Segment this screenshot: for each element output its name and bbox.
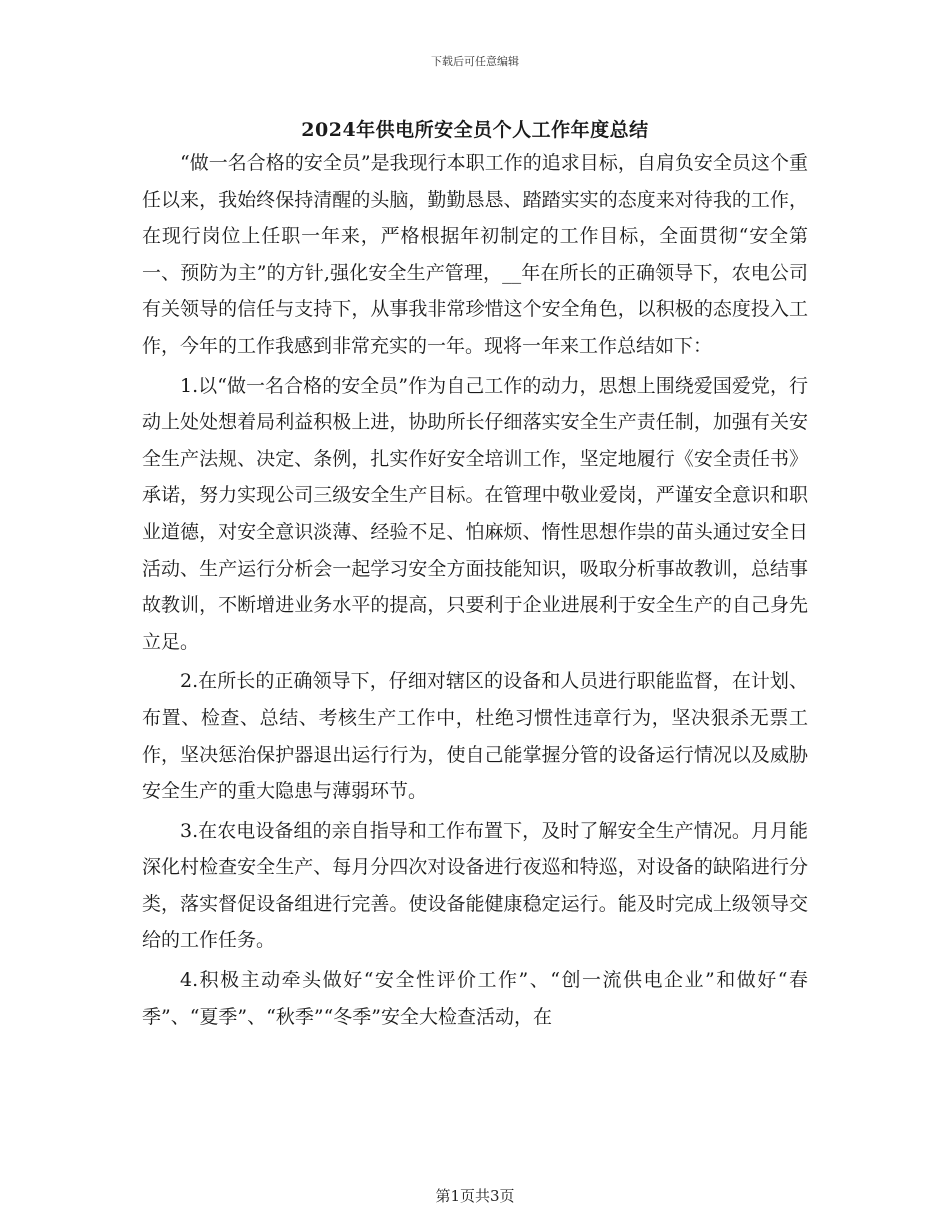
document-title: 2024年供电所安全员个人工作年度总结 bbox=[301, 119, 649, 141]
paragraph-item-2: 2.在所长的正确领导下，仔细对辖区的设备和人员进行职能监督，在计划、布置、检查、总结、考核生产工作中，杜绝习惯性违章行为，坚决狠杀无票工作，坚决惩治保护器退出运行行为，使自己能掌握分管的设备运行情况以及威胁安全生产的重大隐患与薄弱环节。 bbox=[142, 670, 808, 803]
header-note: 下载后可任意编辑 bbox=[431, 55, 519, 68]
paragraph-item-3: 3.在农电设备组的亲自指导和工作布置下，及时了解安全生产情况。月月能深化村检查安全生产、每月分四次对设备进行夜巡和特巡，对设备的缺陷进行分类，落实督促设备组进行完善。使设备能健康稳定运行。能及时完成上级领导交给的工作任务。 bbox=[142, 819, 808, 952]
paragraph-item-4: 4.积极主动牵头做好“安全性评价工作”、“创一流供电企业”和做好“春季”、“夏季”、“秋季”“冬季”安全大检查活动，在 bbox=[142, 969, 808, 1028]
paragraph-item-1: 1.以“做一名合格的安全员”作为自己工作的动力，思想上围绕爱国爱党，行动上处处想着局利益积极上进，协助所长仔细落实安全生产责任制，加强有关安全生产法规、决定、条例，扎实作好安全培训工作，坚定地履行《安全责任书》承诺，努力实现公司三级安全生产目标。在管理中敬业爱岗，严谨安全意识和职业道德，对安全意识淡薄、经验不足、怕麻烦、惰性思想作祟的苗头通过安全日活动、生产运行分析会一起学习安全方面技能知识，吸取分析事故教训，总结事故教训，不断增进业务水平的提高，只要利于企业进展利于安全生产的自己身先立足。 bbox=[142, 374, 808, 653]
document-body bbox=[142, 145, 808, 1038]
page-footer: 第1页共3页 bbox=[435, 1187, 515, 1205]
paragraph-intro: “做一名合格的安全员”是我现行本职工作的追求目标，自肩负安全员这个重任以来，我始终保持清醒的头脑，勤勤恳恳、踏踏实实的态度来对待我的工作，在现行岗位上任职一年来，严格根据年初制定的工作目标，全面贯彻“安全第一、预防为主”的方针,强化安全生产管理，__年在所长的正确领导下，农电公司有关领导的信任与支持下，从事我非常珍惜这个安全角色，以积极的态度投入工作，今年的工作我感到非常充实的一年。现将一年来工作总结如下： bbox=[142, 152, 808, 357]
